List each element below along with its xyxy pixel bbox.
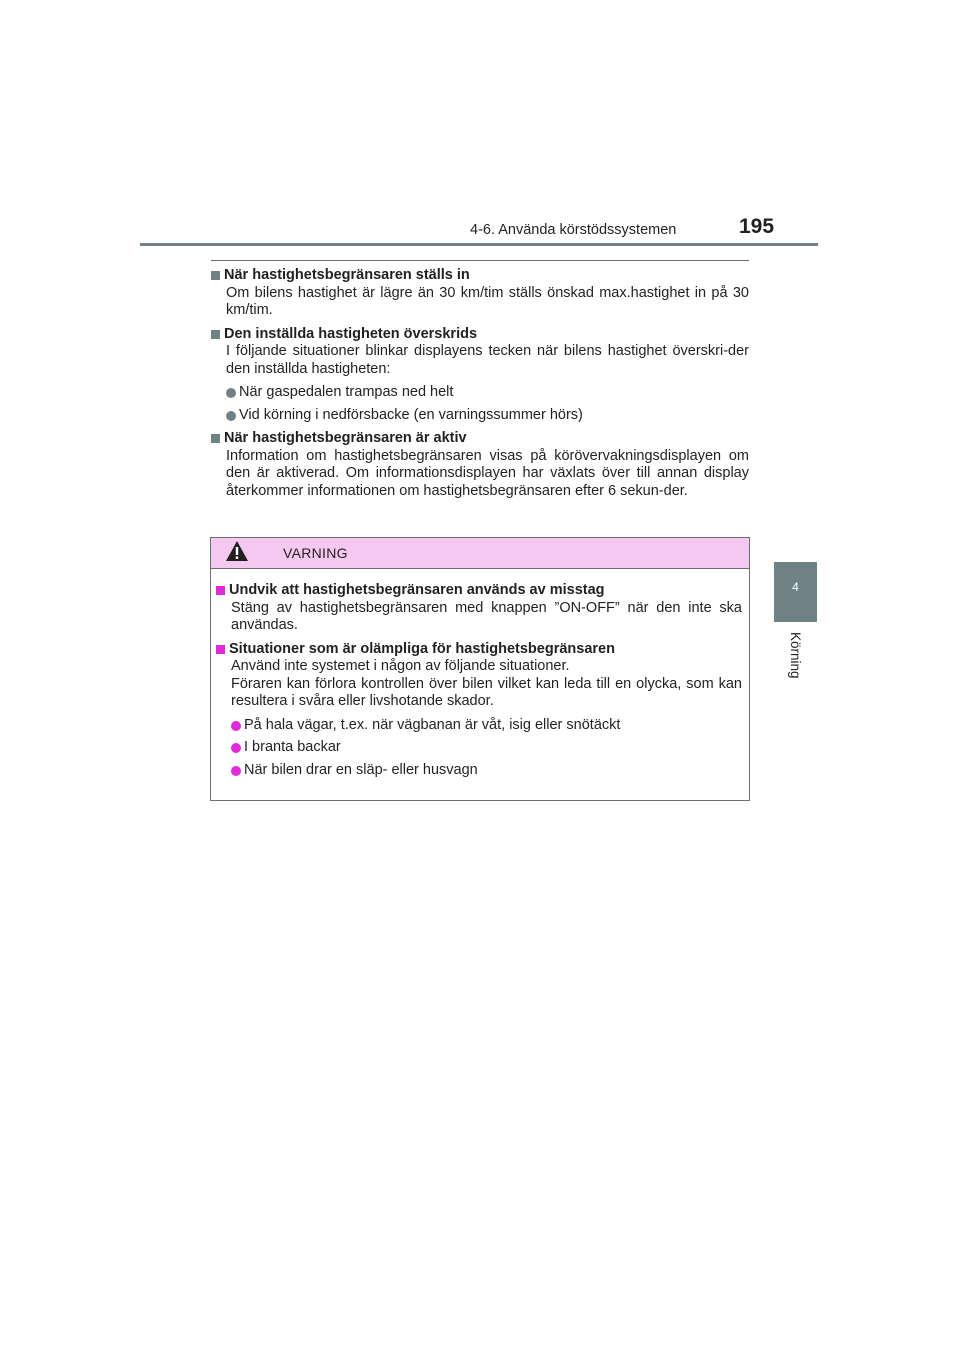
section-text: Information om hastighetsbegränsaren visas på körövervakningsdisplayen om den är aktiverad. Om informationsdisplayen har växlats över till annan display återkommer informationen om hastighetsbegränsaren efter 6 sekun-der. (226, 447, 749, 499)
section-heading (211, 430, 749, 448)
dot-bullet-icon (226, 388, 236, 398)
chapter-label: Körning (788, 632, 803, 679)
warning-heading-text: Undvik att hastighetsbegränsaren används av misstag (229, 582, 605, 598)
warning-text: Föraren kan förlora kontrollen över bilen vilket kan leda till en olycka, som kan resultera i svåra eller livshotande skador. (231, 675, 742, 709)
square-bullet-icon (211, 330, 220, 339)
header-divider (140, 243, 818, 246)
content-divider (211, 260, 749, 261)
section-heading-text: När hastighetsbegränsaren ställs in (224, 267, 470, 283)
square-bullet-icon (216, 645, 225, 654)
warning-box (210, 537, 750, 801)
list-item-text: När bilen drar en släp- eller husvagn (244, 761, 478, 778)
section-heading (211, 326, 749, 344)
dot-bullet-icon (226, 411, 236, 421)
page-number: 195 (739, 215, 775, 238)
list-item-text: På hala vägar, t.ex. när vägbanan är våt, isig eller snötäckt (244, 716, 621, 733)
warning-text: Använd inte systemet i någon av följande situationer. (231, 658, 570, 674)
warning-section-heading (216, 582, 742, 600)
dot-bullet-icon (231, 766, 241, 776)
section-header: 4-6. Använda körstödssystemen (470, 222, 677, 238)
list-item-text: Vid körning i nedförsbacke (en varningssummer hörs) (239, 406, 583, 423)
square-bullet-icon (211, 434, 220, 443)
list-item-text: I branta backar (244, 739, 341, 755)
main-content (211, 267, 749, 500)
square-bullet-icon (211, 271, 220, 280)
chapter-tab (774, 562, 817, 622)
warning-header (211, 538, 749, 569)
section-heading (211, 267, 749, 285)
warning-text: Stäng av hastighetsbegränsaren med knappen ”ON-OFF” när den inte ska användas. (231, 599, 742, 633)
list-item (226, 407, 749, 425)
section-text: Om bilens hastighet är lägre än 30 km/tim ställs önskad max.hastighet in på 30 km/tim. (226, 284, 749, 318)
chapter-number: 4 (792, 580, 799, 594)
section-heading-text: När hastighetsbegränsaren är aktiv (224, 430, 467, 446)
dot-bullet-icon (231, 743, 241, 753)
list-item (231, 739, 742, 757)
dot-bullet-icon (231, 721, 241, 731)
warning-body (211, 569, 749, 779)
section-text: I följande situationer blinkar displayens tecken när bilens hastighet överskri-der den inställda hastigheten: (226, 343, 749, 377)
list-item (231, 762, 742, 780)
list-item (226, 384, 749, 402)
warning-section-heading (216, 641, 742, 659)
list-item-text: När gaspedalen trampas ned helt (239, 384, 454, 400)
warning-heading-text: Situationer som är olämpliga för hastighetsbegränsaren (229, 640, 615, 657)
list-item (231, 717, 742, 735)
section-heading-text: Den inställda hastigheten överskrids (224, 325, 478, 342)
warning-triangle-icon (225, 540, 249, 562)
square-bullet-icon (216, 586, 225, 595)
warning-title: VARNING (283, 545, 348, 561)
